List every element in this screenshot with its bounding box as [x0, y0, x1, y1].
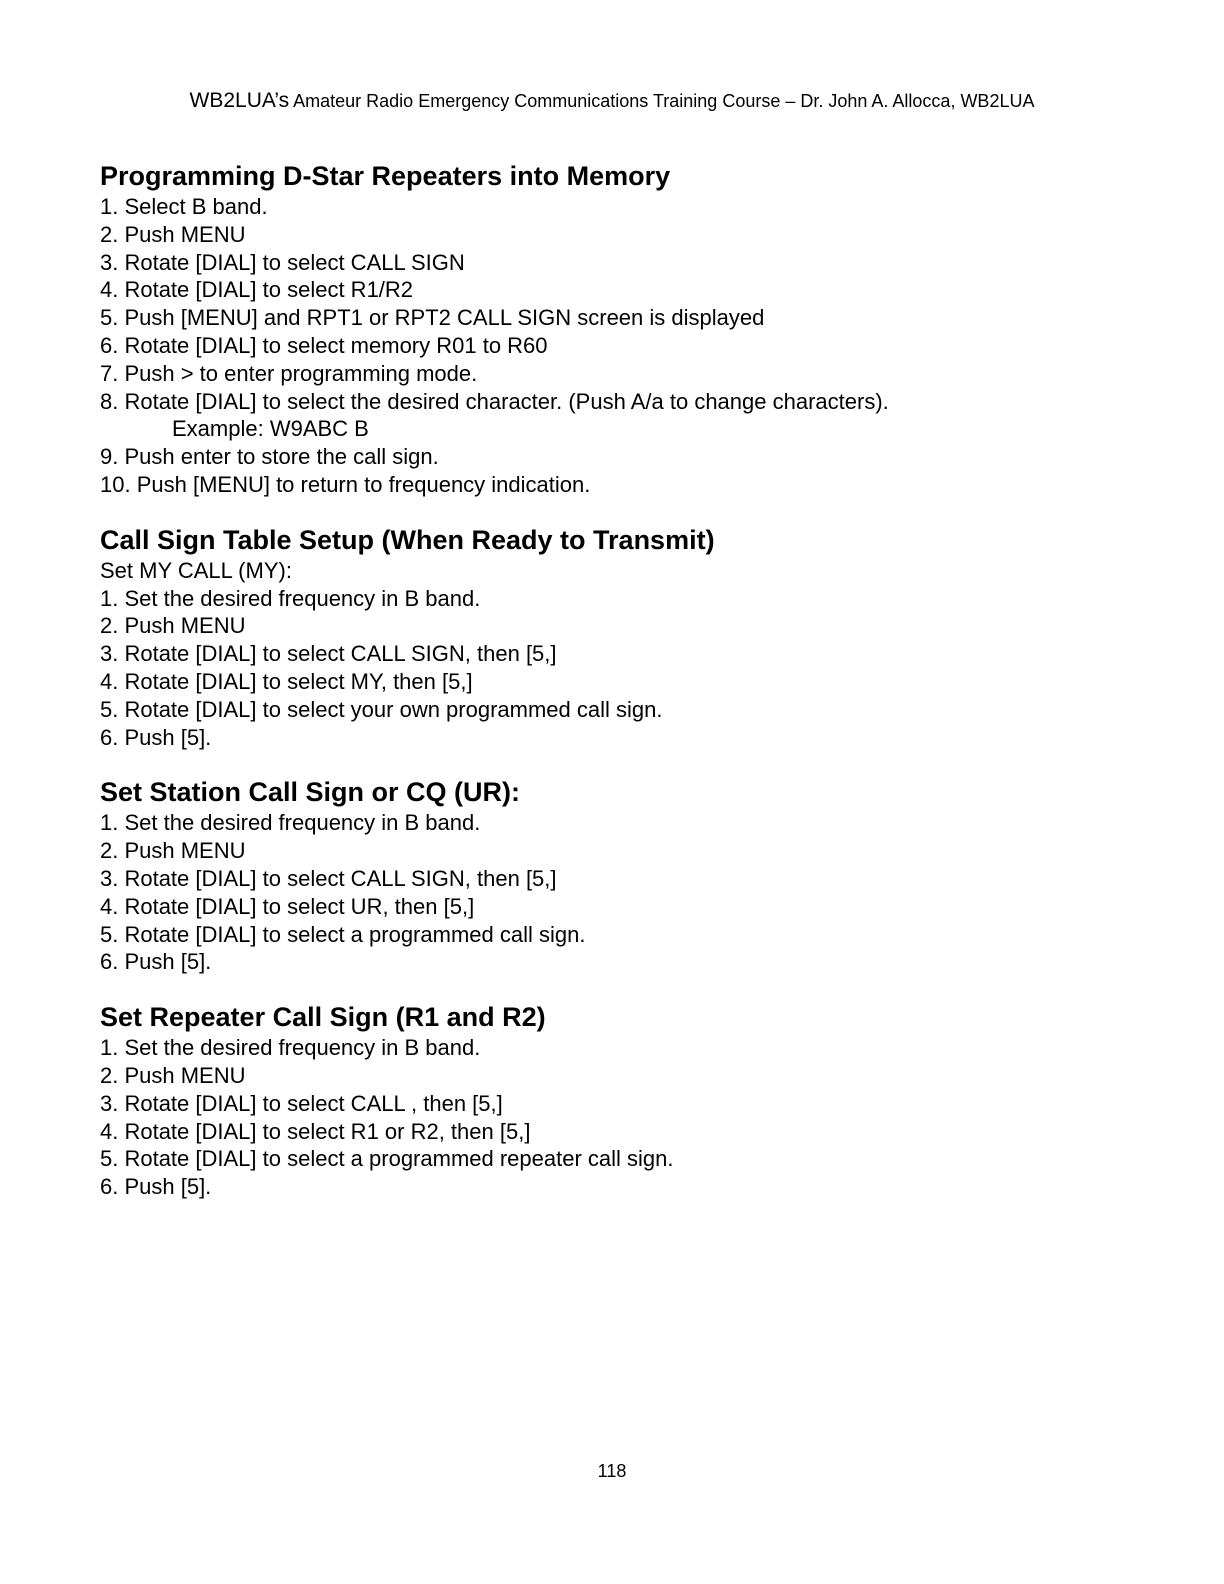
instruction-line: 6. Push [5].	[100, 1174, 212, 1200]
instruction-line: 5. Rotate [DIAL] to select a programmed repeater call sign.	[100, 1146, 674, 1172]
instruction-line: 2. Push MENU	[100, 838, 246, 864]
example-line: Example: W9ABC B	[172, 416, 369, 442]
instruction-line: 5. Rotate [DIAL] to select a programmed call sign.	[100, 921, 586, 947]
page-number: 118	[597, 1461, 627, 1481]
section-call-sign-table-setup	[100, 523, 1160, 752]
instruction-line: 3. Rotate [DIAL] to select CALL , then [5,]	[100, 1090, 503, 1116]
instruction-line: 1. Select B band.	[100, 194, 268, 219]
section-repeater-call-sign	[100, 1000, 1160, 1201]
instruction-line: 4. Rotate [DIAL] to select R1/R2	[100, 277, 414, 303]
instruction-line: 6. Push [5].	[100, 949, 212, 975]
instruction-line: 3. Rotate [DIAL] to select CALL SIGN, then [5,]	[100, 865, 557, 891]
section-title: Call Sign Table Setup (When Ready to Transmit)	[100, 524, 715, 555]
instruction-line: 3. Rotate [DIAL] to select CALL SIGN, then [5,]	[100, 641, 557, 667]
instruction-line: 4. Rotate [DIAL] to select R1 or R2, then [5,]	[100, 1118, 531, 1144]
instruction-line: 6. Push [5].	[100, 724, 212, 750]
instruction-line: 2. Push MENU	[100, 221, 246, 247]
instruction-line: 1. Set the desired frequency in B band.	[100, 810, 481, 836]
header-owner: WB2LUA’s	[189, 89, 290, 112]
instruction-list	[100, 1034, 1160, 1201]
subheading-line: Set MY CALL (MY):	[100, 557, 292, 583]
instruction-list	[100, 557, 1160, 752]
section-station-call-sign	[100, 775, 1160, 976]
section-programming-repeaters	[100, 159, 1160, 499]
header-course-title: Amateur Radio Emergency Communications Training Course – Dr. John A. Allocca, WB2LUA	[289, 91, 1035, 111]
instruction-line: 6. Rotate [DIAL] to select memory R01 to R60	[100, 332, 548, 358]
instruction-line: 5. Push [MENU] and RPT1 or RPT2 CALL SIGN screen is displayed	[100, 305, 765, 331]
section-title: Set Station Call Sign or CQ (UR):	[100, 777, 521, 808]
instruction-line: 8. Rotate [DIAL] to select the desired character. (Push A/a to change characters).	[100, 388, 889, 414]
instruction-line: 4. Rotate [DIAL] to select UR, then [5,]	[100, 893, 475, 919]
instruction-line: 4. Rotate [DIAL] to select MY, then [5,]	[100, 668, 473, 694]
instruction-line: 1. Set the desired frequency in B band.	[100, 585, 481, 611]
instruction-line: 9. Push enter to store the call sign.	[100, 444, 439, 470]
instruction-line: 5. Rotate [DIAL] to select your own programmed call sign.	[100, 696, 663, 722]
instruction-line: 3. Rotate [DIAL] to select CALL SIGN	[100, 249, 465, 275]
instruction-line: 1. Set the desired frequency in B band.	[100, 1035, 481, 1061]
section-title: Programming D-Star Repeaters into Memory	[100, 161, 671, 191]
instruction-line: 7. Push > to enter programming mode.	[100, 360, 478, 386]
instruction-list	[100, 809, 1160, 976]
instruction-line: 2. Push MENU	[100, 613, 246, 639]
instruction-list	[100, 193, 1160, 499]
instruction-line: 2. Push MENU	[100, 1062, 246, 1088]
running-header	[0, 89, 1224, 113]
instruction-line: 10. Push [MENU] to return to frequency indication.	[100, 471, 591, 497]
page-content	[100, 159, 1160, 1225]
section-title: Set Repeater Call Sign (R1 and R2)	[100, 1002, 546, 1033]
